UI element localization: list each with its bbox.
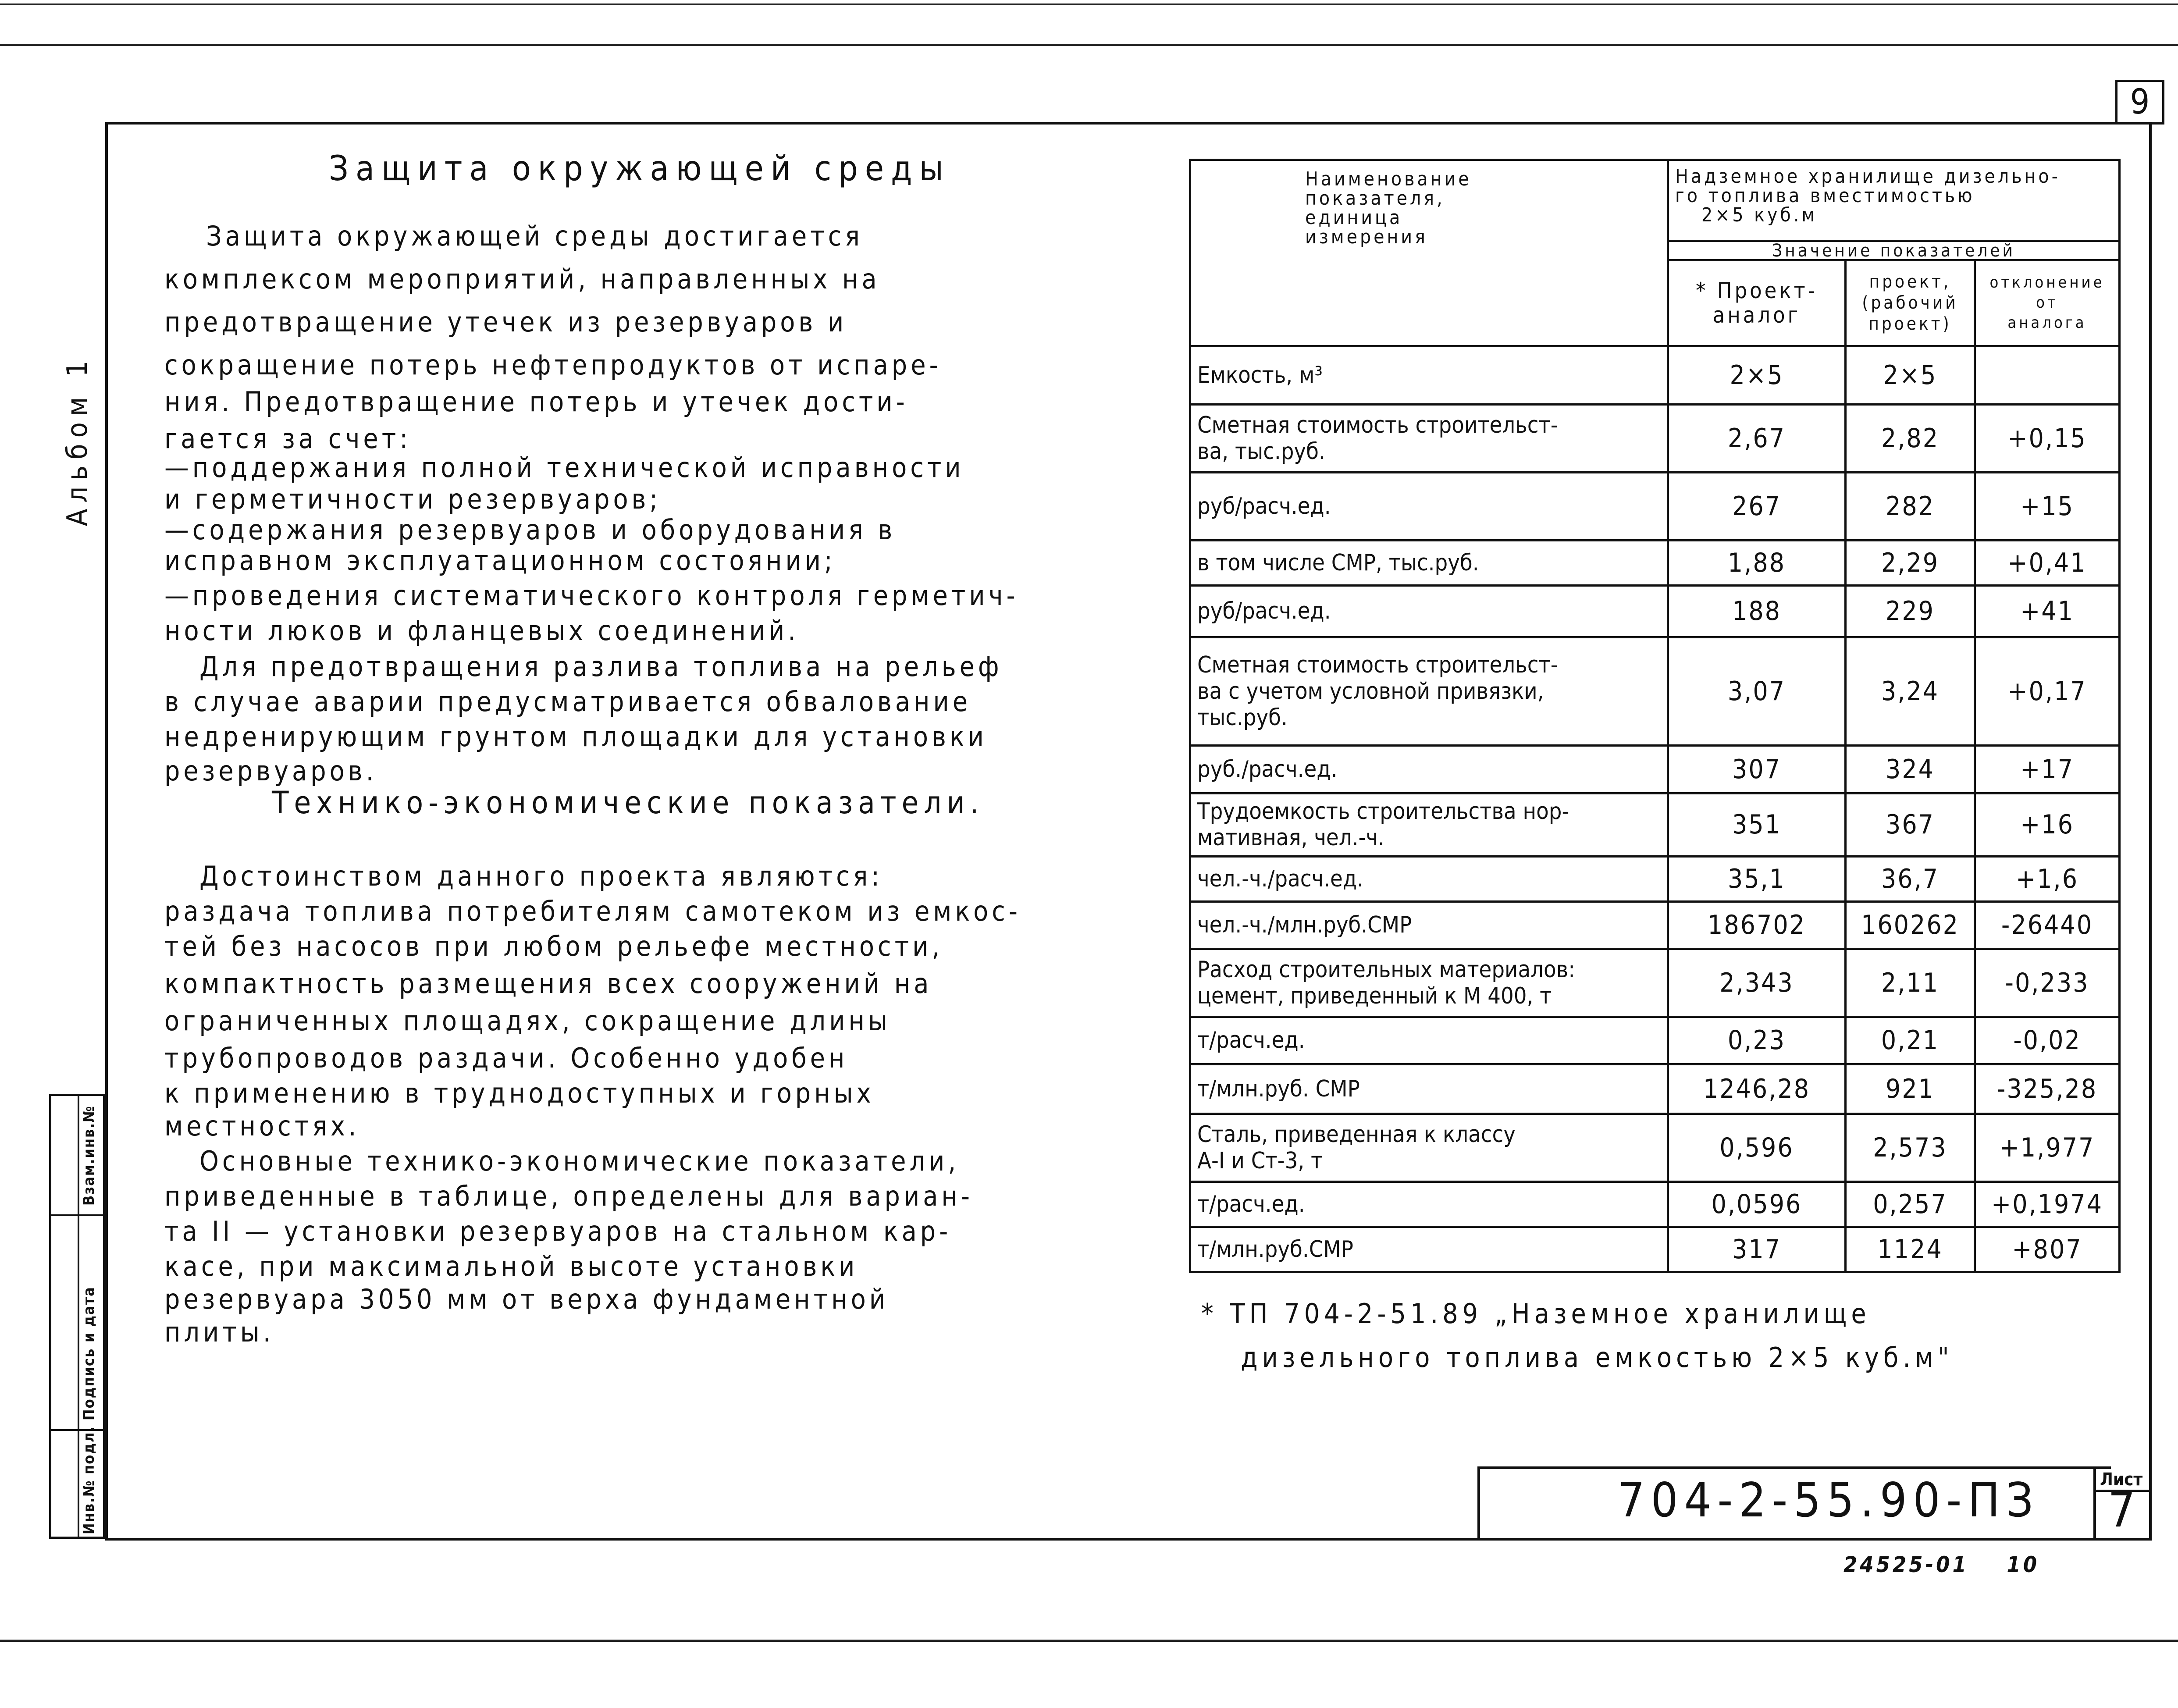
table-row: т/млн.руб. СМР 1246,28 921 -325,28 (1190, 1064, 2120, 1114)
stamp-replace-inv: Взам.инв.№ (80, 1105, 98, 1206)
text-line: та II — установки резервуаров на стальном кар- (164, 1215, 952, 1247)
text-line: компактность размещения всех сооружений на (164, 968, 932, 1000)
side-stamp (49, 1094, 105, 1539)
text-line: ния. Предотвращение потерь и утечек дости- (164, 386, 908, 418)
text-line: гается за счет: (164, 423, 412, 455)
text-line: Достоинством данного проекта являются: (199, 860, 883, 892)
table-row: руб/расч.ед. 188 229 +41 (1190, 585, 2120, 637)
header-object: Надземное хранилище дизельно- го топлива вместимостью 2×5 куб.м (1668, 160, 2120, 241)
table-row: Трудоемкость строительства нор- мативная, чел.-ч. 351 367 +16 (1190, 793, 2120, 856)
text-line: плиты. (164, 1316, 274, 1348)
table-row: чел.-ч./расч.ед. 35,1 36,7 +1,6 (1190, 856, 2120, 901)
sheet-list-label: Лист (2100, 1470, 2143, 1490)
text-line: трубопроводов раздачи. Особенно удобен (164, 1042, 848, 1074)
text-line: сокращение потерь нефтепродуктов от испаре- (164, 349, 942, 381)
top-border-line (0, 4, 2178, 5)
table-row: Емкость, м³ 2×5 2×5 (1190, 346, 2120, 405)
text-line: недренирующим грунтом площадки для установки (164, 721, 987, 753)
text-line: Для предотвращения разлива топлива на рельеф (199, 651, 1003, 683)
table-row: Расход строительных материалов: цемент, приведенный к М 400, т 2,343 2,11 -0,233 (1190, 949, 2120, 1017)
table-row: Сметная стоимость строительст- ва, тыс.руб. 2,67 2,82 +0,15 (1190, 405, 2120, 473)
header-analog: * Проект- аналог (1668, 260, 1846, 346)
section-title-environment: Защита окружающей среды (329, 149, 950, 189)
table-row: т/расч.ед. 0,23 0,21 -0,02 (1190, 1017, 2120, 1064)
text-line: раздача топлива потребителям самотеком из емкос- (164, 895, 1021, 927)
table-row: руб/расч.ед. 267 282 +15 (1190, 473, 2120, 541)
header-deviation: отклонение от аналога (1975, 260, 2120, 346)
text-line: предотвращение утечек из резервуаров и (164, 306, 847, 338)
text-line: комплексом мероприятий, направленных на (164, 263, 880, 295)
archive-number: 24525-01 10 (1843, 1552, 2039, 1577)
table-row: Сметная стоимость строительст- ва с учетом условной привязки, тыс.руб. 3,07 3,24 +0,17 (1190, 637, 2120, 746)
text-line: приведенные в таблице, определены для вариан- (164, 1180, 974, 1212)
stamp-inv-original: Инв.№ подл. (80, 1425, 98, 1534)
table-row: т/млн.руб.СМР 317 1124 +807 (1190, 1227, 2120, 1272)
table-row: Сталь, приведенная к классу А-I и Ст-3, т 0,596 2,573 +1,977 (1190, 1114, 2120, 1182)
table-row: чел.-ч./млн.руб.СМР 186702 160262 -26440 (1190, 901, 2120, 949)
footnote-line: дизельного топлива емкостью 2×5 куб.м" (1241, 1341, 1954, 1374)
text-line: тей без насосов при любом рельефе местности, (164, 930, 943, 962)
document-code: 704-2-55.90-ПЗ (1618, 1473, 2039, 1528)
section-title-indicators: Технико-экономические показатели. (272, 785, 984, 821)
top-cut-line (0, 44, 2178, 46)
album-label: Альбом 1 (61, 354, 94, 526)
indicators-table (1189, 159, 2121, 1273)
bottom-cut-line (0, 1640, 2178, 1642)
footnote-line: * ТП 704-2-51.89 „Наземное хранилище (1201, 1298, 1871, 1330)
sheet-number: 9 (2130, 82, 2150, 122)
sheet-list-number: 7 (2108, 1482, 2135, 1538)
text-line: —содержания резервуаров и оборудования в (164, 514, 896, 546)
text-line: Основные технико-экономические показатели, (199, 1145, 960, 1177)
text-line: исправном эксплуатационном состоянии; (164, 544, 836, 576)
text-line: резервуаров. (164, 755, 377, 787)
text-line: —проведения систематического контроля герметич- (164, 580, 1019, 612)
text-line: касе, при максимальной высоте установки (164, 1250, 858, 1282)
text-line: и герметичности резервуаров; (164, 483, 662, 515)
stamp-signature-date: Подпись и дата (80, 1286, 98, 1420)
text-line: местностях. (164, 1110, 360, 1142)
table-row: руб./расч.ед. 307 324 +17 (1190, 746, 2120, 793)
sheet-number-box (2115, 80, 2164, 125)
text-line: ности люков и фланцевых соединений. (164, 615, 799, 647)
text-line: ограниченных площадях, сокращение длины (164, 1005, 891, 1037)
text-line: —поддержания полной технической исправности (164, 452, 964, 484)
header-indicator-name: Наименование показателя, единица измерения (1190, 160, 1668, 346)
text-line: Защита окружающей среды достигается (206, 220, 863, 252)
header-working: проект, (рабочий проект) (1846, 260, 1975, 346)
table-row: в том числе СМР, тыс.руб. 1,88 2,29 +0,41 (1190, 540, 2120, 585)
header-values: Значение показателей (1668, 241, 2120, 260)
text-line: резервуара 3050 мм от верха фундаментной (164, 1283, 889, 1315)
text-line: к применению в труднодоступных и горных (164, 1077, 875, 1109)
text-line: в случае аварии предусматривается обвалование (164, 686, 972, 718)
table-row: т/расч.ед. 0,0596 0,257 +0,1974 (1190, 1181, 2120, 1227)
